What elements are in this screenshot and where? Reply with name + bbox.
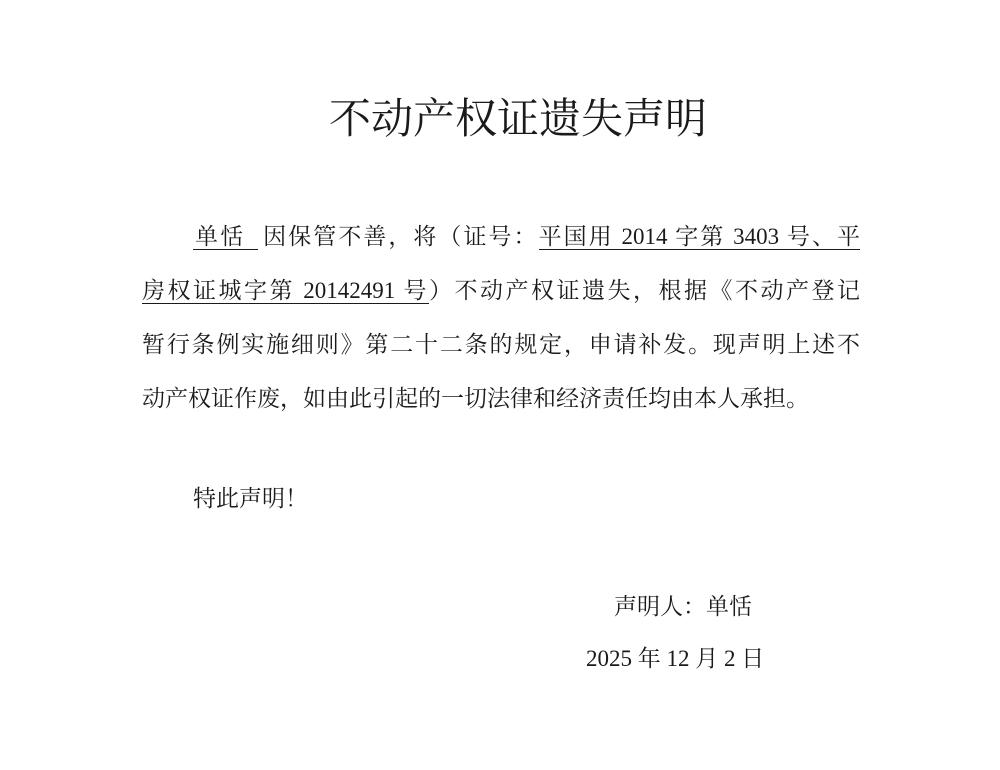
closing-statement: 特此声明！ <box>193 486 308 511</box>
document-title: 不动产权证遗失声明 <box>328 97 707 143</box>
body-line-1 <box>142 210 860 264</box>
date-line: 2025 年 12 月 2 日 <box>586 646 765 671</box>
signatory-line: 声明人：单恬 <box>614 594 752 619</box>
body-line-2 <box>142 264 860 318</box>
body-text-a: 因保管不善，将（证号： <box>263 224 539 249</box>
body-line-3: 暂行条例实施细则》第二十二条的规定，申请补发。现声明上述不 <box>142 332 860 357</box>
declarant-name-underlined: 单恬 <box>193 224 258 250</box>
declaration-paragraph <box>142 210 860 426</box>
certificate-number-part-1: 平国用 2014 字第 3403 号、平 <box>538 224 861 249</box>
body-line-4: 动产权证作废，如由此引起的一切法律和经济责任均由本人承担。 <box>142 386 809 411</box>
body-text-b: ）不动产权证遗失，根据《不动产登记 <box>429 278 860 303</box>
certificate-number-part-2: 房权证城字第 20142491 号 <box>142 278 429 303</box>
closing-statement-line <box>142 472 860 526</box>
